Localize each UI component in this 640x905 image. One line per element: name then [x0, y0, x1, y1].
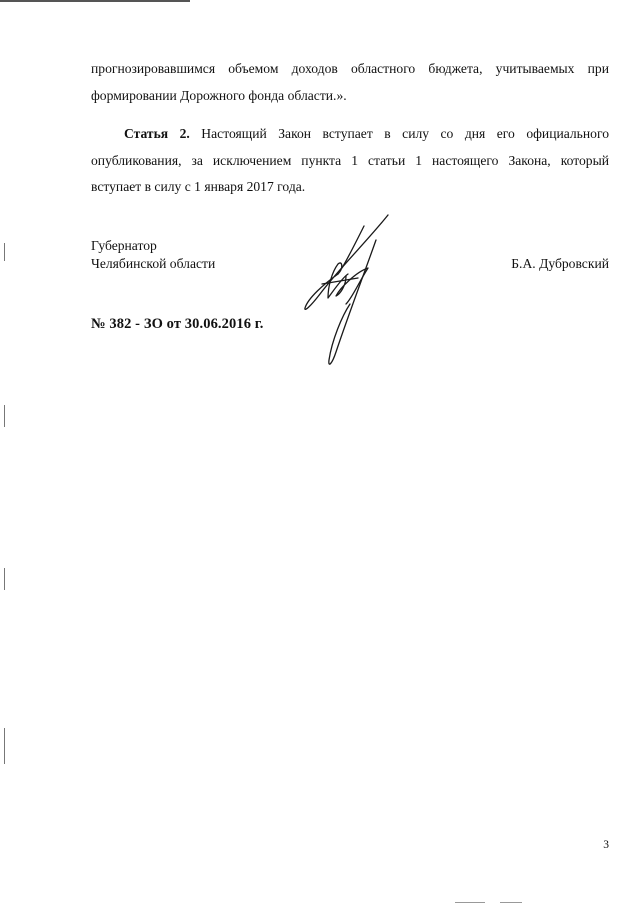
signatory-title-line: Губернатор — [91, 238, 157, 253]
paragraph-line — [91, 121, 609, 148]
page-number: 3 — [603, 839, 609, 851]
scan-margin-mark — [4, 405, 5, 427]
paragraph-line: формировании Дорожного фонда области.». — [91, 87, 347, 103]
scan-margin-mark — [4, 728, 5, 764]
paragraph-line: прогнозировавшимся объемом доходов областного бюджета, учитываемых при — [91, 61, 609, 76]
law-number: № 382 - ЗО от 30.06.2016 г. — [91, 316, 264, 332]
scan-edge-mark — [455, 902, 485, 903]
article-text: Настоящий Закон вступает в силу со дня его официального — [189, 126, 609, 141]
scan-edge-line — [0, 0, 190, 2]
article-2-paragraph — [91, 121, 609, 201]
paragraph-line: опубликования, за исключением пункта 1 статьи 1 настоящего Закона, который — [91, 152, 609, 168]
signatory-name: Б.А. Дубровский — [511, 256, 609, 271]
scan-margin-mark — [4, 243, 5, 261]
signatory-title-line: Челябинской области — [91, 256, 216, 271]
paragraph-continuation — [91, 56, 609, 109]
scan-margin-mark — [4, 568, 5, 590]
handwritten-signature — [298, 212, 398, 372]
article-label: Статья 2. — [124, 126, 190, 141]
scan-edge-mark — [500, 902, 522, 903]
paragraph-line: вступает в силу с 1 января 2017 года. — [91, 179, 306, 194]
signatory-title — [91, 237, 215, 273]
